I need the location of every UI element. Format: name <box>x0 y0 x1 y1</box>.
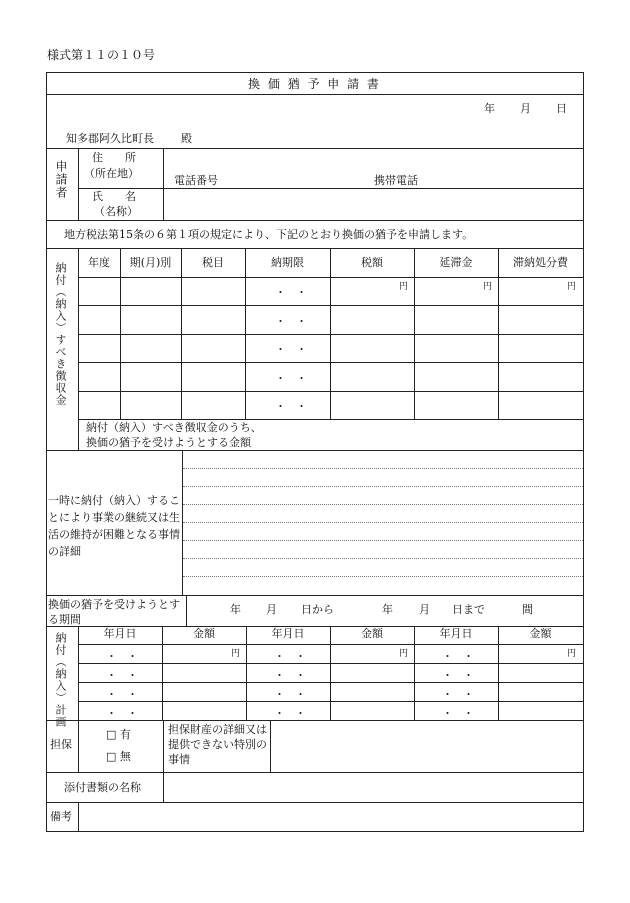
address-sub-label: （所在地） <box>84 167 139 180</box>
yen-unit: 円 <box>567 282 577 292</box>
plan-date-dots: ・・ <box>106 650 148 663</box>
collateral-no-checkbox[interactable]: □ 無 <box>106 750 131 763</box>
header-tax-amount: 税額 <box>361 256 383 269</box>
period-from-month: 月 <box>266 603 277 616</box>
due-date-dots: ・・ <box>275 372 317 385</box>
collateral-detail-field[interactable] <box>274 723 578 769</box>
reason-text-area[interactable] <box>186 453 580 593</box>
due-date-dots: ・・ <box>275 400 317 413</box>
honorific: 殿 <box>181 132 192 145</box>
phone-label: 電話番号 <box>174 174 218 187</box>
header-delinquency: 延滞金 <box>439 256 473 269</box>
header-due-date: 納期限 <box>271 256 304 269</box>
plan-side-label: 納付（納入）計画 <box>54 632 67 728</box>
plan-header-amount: 金額 <box>193 627 215 640</box>
plan-date-dots: ・・ <box>106 707 148 720</box>
date-year: 年 <box>484 102 495 115</box>
phone-field[interactable] <box>228 172 368 188</box>
plan-date-dots: ・・ <box>442 669 484 682</box>
addressee: 知多郡阿久比町長 <box>66 132 154 145</box>
date-month: 月 <box>520 102 531 115</box>
statement: 地方税法第15条の６第１項の規定により、下記のとおり換価の猶予を申請します。 <box>64 228 474 241</box>
total-label-line2: 換価の猶予を受けようとする金額 <box>86 436 251 449</box>
mobile-label: 携帯電話 <box>374 174 418 187</box>
remarks-field[interactable] <box>82 805 578 828</box>
collateral-yes-checkbox[interactable]: □ 有 <box>106 728 131 741</box>
plan-date-dots: ・・ <box>274 669 316 682</box>
reason-label: 一時に納付（納入）することにより事業の継続又は生活の維持が困難となる事情の詳細 <box>48 494 180 559</box>
due-date-dots: ・・ <box>275 286 317 299</box>
name-field[interactable] <box>166 191 576 218</box>
plan-date-dots: ・・ <box>274 688 316 701</box>
name-label: 氏 名 <box>92 190 136 203</box>
mobile-field[interactable] <box>428 172 578 188</box>
name-sub-label: （名称） <box>94 205 138 218</box>
due-date-dots: ・・ <box>275 343 317 356</box>
yen-unit: 円 <box>399 282 409 292</box>
header-disposition-cost: 滞納処分費 <box>513 256 568 269</box>
yen-unit: 円 <box>399 649 409 659</box>
period-from-year: 年 <box>230 603 241 616</box>
plan-date-dots: ・・ <box>274 707 316 720</box>
period-from-day: 日から <box>301 603 334 616</box>
yen-unit: 円 <box>483 282 493 292</box>
header-year: 年度 <box>88 256 110 269</box>
attachments-label: 添付書類の名称 <box>64 781 141 794</box>
period-to-month: 月 <box>419 603 430 616</box>
plan-header-amount: 金額 <box>529 627 552 640</box>
address-field[interactable] <box>166 152 576 172</box>
collateral-label: 担保 <box>50 738 72 751</box>
date-day: 日 <box>556 102 567 115</box>
header-period: 期(月)別 <box>129 256 172 269</box>
form-title: 換 価 猶 予 申 請 書 <box>248 77 381 91</box>
form-number: 様式第１１の１０号 <box>47 48 156 62</box>
plan-header-date: 年月日 <box>271 627 305 640</box>
collateral-detail-label: 担保財産の詳細又は提供できない特別の事情 <box>168 723 267 766</box>
yen-unit: 円 <box>231 649 241 659</box>
plan-header-date: 年月日 <box>439 627 473 640</box>
yen-unit: 円 <box>567 649 577 659</box>
plan-date-dots: ・・ <box>274 650 316 663</box>
plan-date-dots: ・・ <box>442 707 484 720</box>
remarks-label: 備考 <box>50 810 72 823</box>
applicant-label: 申請者 <box>54 160 68 199</box>
plan-date-dots: ・・ <box>106 669 148 682</box>
attachments-field[interactable] <box>167 775 578 799</box>
header-tax-item: 税目 <box>202 256 224 269</box>
period-days: 間 <box>522 603 533 616</box>
plan-date-dots: ・・ <box>442 688 484 701</box>
plan-date-dots: ・・ <box>106 688 148 701</box>
period-to-day: 日まで <box>452 603 485 616</box>
total-label-line1: 納付（納入）すべき徴収金のうち、 <box>86 421 262 434</box>
period-label: 換価の猶予を受けようとする期間 <box>48 598 180 627</box>
period-to-year: 年 <box>382 603 393 616</box>
plan-date-dots: ・・ <box>442 650 484 663</box>
address-label: 住 所 <box>92 151 136 164</box>
tax-table-side-label: 納付（納入）すべき徴収金 <box>54 262 67 406</box>
plan-header-amount: 金額 <box>361 627 383 640</box>
plan-header-date: 年月日 <box>103 627 137 640</box>
due-date-dots: ・・ <box>275 315 317 328</box>
